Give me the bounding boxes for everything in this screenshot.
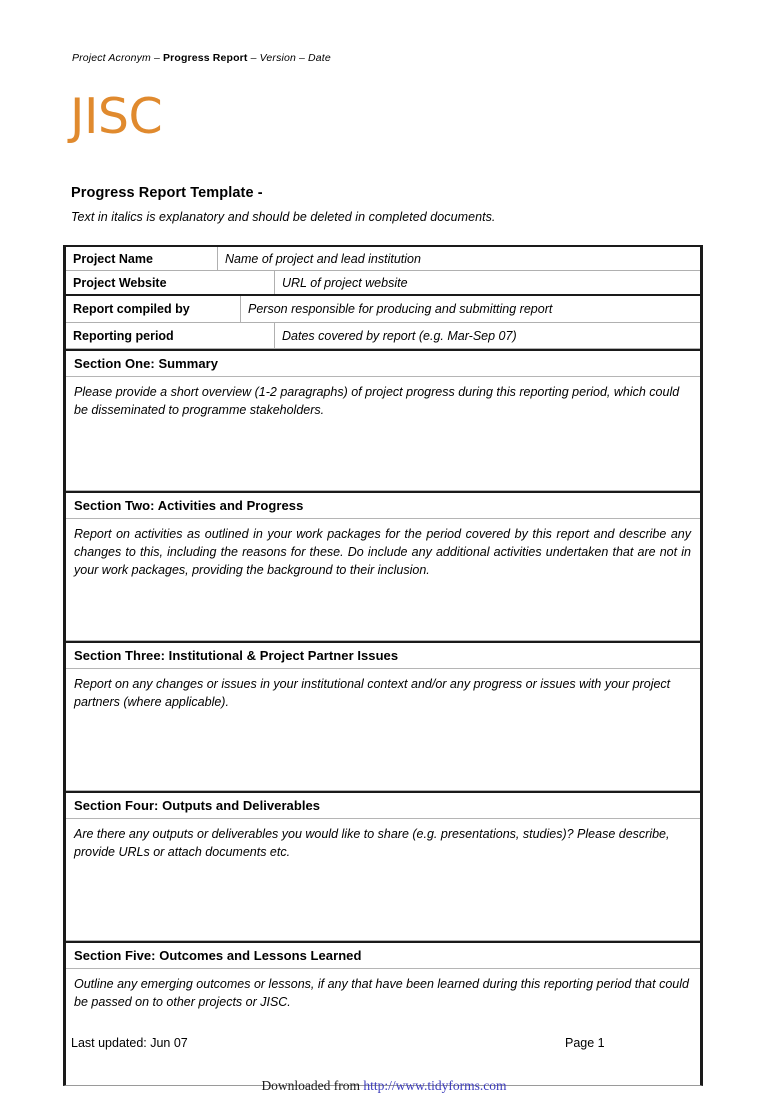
page-subtitle: Text in italics is explanatory and should be deleted in completed documents.: [71, 210, 496, 224]
field-value-reporting-period[interactable]: Dates covered by report (e.g. Mar-Sep 07): [282, 328, 517, 343]
section-body-three[interactable]: Report on any changes or issues in your institutional context and/or any progress or issues with your project partners (where applicable).: [66, 669, 700, 791]
section-heading-four: Section Four: Outputs and Deliverables: [66, 791, 700, 819]
footer-last-updated: Last updated: Jun 07: [71, 1036, 188, 1050]
section-body-four[interactable]: Are there any outputs or deliverables you would like to share (e.g. presentations, studies)? Please describe, provide URLs or attach documents etc.: [66, 819, 700, 941]
field-value-project-website[interactable]: URL of project website: [282, 275, 408, 290]
running-header: [72, 52, 331, 64]
section-body-two[interactable]: Report on activities as outlined in your work packages for the period covered by this report and describe any changes to this, including the reasons for these. Do include any additional activities undertaken that are not in your work packages, providing the background to their inclusion.: [66, 519, 700, 641]
field-label-project-website: Project Website: [66, 271, 275, 294]
field-value-report-compiled-by[interactable]: Person responsible for producing and submitting report: [248, 302, 553, 316]
field-value-project-name[interactable]: Name of project and lead institution: [225, 251, 421, 266]
field-label-report-compiled-by: Report compiled by: [66, 296, 241, 322]
page-title: Progress Report Template -: [71, 185, 263, 201]
section-heading-three: Section Three: Institutional & Project Partner Issues: [66, 641, 700, 669]
table-row: [66, 247, 700, 271]
running-header-title: Progress Report: [163, 52, 248, 64]
section-heading-five: Section Five: Outcomes and Lessons Learned: [66, 941, 700, 969]
progress-report-form: [63, 245, 703, 1086]
footer-page-number: Page 1: [565, 1036, 605, 1050]
table-row: [66, 271, 700, 296]
table-row: [66, 296, 700, 323]
field-label-project-name: Project Name: [66, 247, 218, 270]
jisc-logo: JISC: [70, 88, 163, 145]
download-prefix: Downloaded from: [261, 1078, 364, 1093]
running-header-version: – Version – Date: [247, 52, 331, 64]
section-heading-two: Section Two: Activities and Progress: [66, 491, 700, 519]
field-label-reporting-period: Reporting period: [66, 323, 275, 348]
running-header-acronym: Project Acronym –: [72, 52, 164, 64]
table-row: [66, 323, 700, 349]
section-heading-one: Section One: Summary: [66, 349, 700, 377]
download-attribution: [0, 1078, 768, 1094]
section-body-one[interactable]: Please provide a short overview (1-2 paragraphs) of project progress during this reporting period, which could be disseminated to programme stakeholders.: [66, 377, 700, 491]
section-body-five[interactable]: Outline any emerging outcomes or lessons, if any that have been learned during this reporting period that could be passed on to other projects or JISC.: [74, 977, 689, 1010]
tidyforms-link[interactable]: http://www.tidyforms.com: [363, 1078, 507, 1093]
